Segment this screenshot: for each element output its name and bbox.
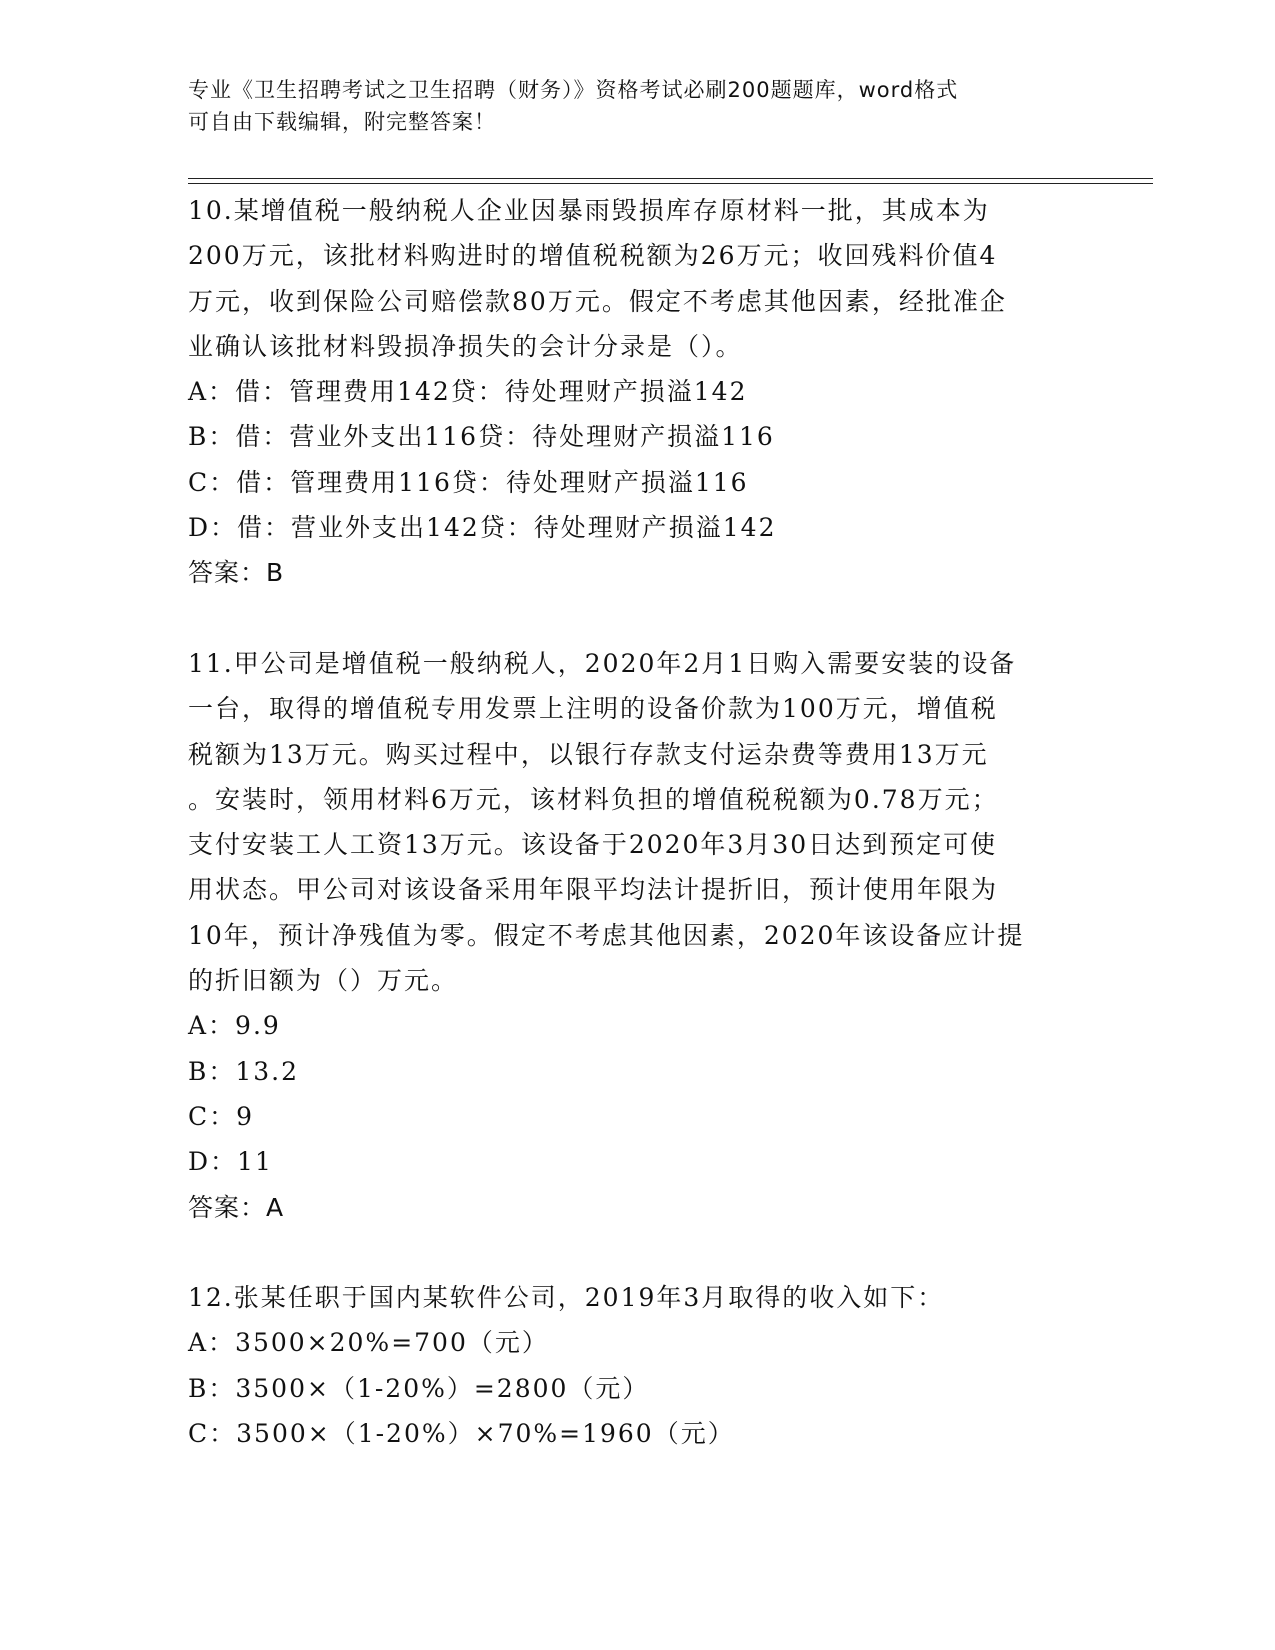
question-line: 用状态。甲公司对该设备采用年限平均法计提折旧，预计使用年限为	[188, 875, 999, 905]
option-c: C：3500×（1-20%）×70%=1960（元）	[188, 1419, 735, 1449]
option-a: A：9.9	[188, 1011, 281, 1041]
option-b: B：13.2	[188, 1056, 300, 1086]
option-c: C：借：管理费用116贷：待处理财产损溢116	[188, 467, 749, 497]
question-line: 业确认该批材料毁损净损失的会计分录是（）。	[188, 331, 743, 361]
question-line: 万元，收到保险公司赔偿款80万元。假定不考虑其他因素，经批准企	[188, 286, 1007, 316]
question-text	[188, 188, 1088, 369]
question-12	[188, 1275, 1088, 1456]
question-text	[188, 641, 1088, 1003]
option-b: B：3500×（1-20%）=2800（元）	[188, 1373, 650, 1403]
header-divider-bottom	[188, 183, 1153, 184]
header-line-2: 可自由下载编辑，附完整答案！	[188, 110, 496, 134]
question-line: 税额为13万元。购买过程中，以银行存款支付运杂费等费用13万元	[188, 739, 989, 769]
spacer	[188, 1230, 1088, 1275]
question-line: 一台，取得的增值税专用发票上注明的设备价款为100万元，增值税	[188, 694, 998, 724]
question-line: 12.张某任职于国内某软件公司，2019年3月取得的收入如下：	[188, 1283, 945, 1313]
option-d: D：借：营业外支出142贷：待处理财产损溢142	[188, 513, 777, 543]
option-a: A：3500×20%=700（元）	[188, 1328, 549, 1358]
spacer	[188, 596, 1088, 641]
option-b: B：借：营业外支出116贷：待处理财产损溢116	[188, 422, 775, 452]
question-11	[188, 641, 1088, 1230]
question-list	[188, 188, 1088, 1456]
answer: 答案：A	[188, 1192, 285, 1222]
question-line: 11.甲公司是增值税一般纳税人，2020年2月1日购入需要安装的设备	[188, 648, 1017, 678]
answer: 答案：B	[188, 558, 285, 588]
question-line: 200万元，该批材料购进时的增值税税额为26万元；收回残料价值4	[188, 241, 998, 271]
question-line: 10.某增值税一般纳税人企业因暴雨毁损库存原材料一批，其成本为	[188, 196, 990, 225]
option-d: D：11	[188, 1147, 273, 1177]
question-line: 。安装时，领用材料6万元，该材料负担的增值税税额为0.78万元；	[188, 784, 999, 814]
option-c: C：9	[188, 1101, 255, 1131]
header-divider-top	[188, 178, 1153, 179]
question-line: 支付安装工人工资13万元。该设备于2020年3月30日达到预定可使	[188, 830, 998, 860]
question-text	[188, 1275, 1088, 1320]
option-a: A：借：管理费用142贷：待处理财产损溢142	[188, 377, 748, 407]
question-10	[188, 188, 1088, 596]
question-line: 的折旧额为（）万元。	[188, 966, 459, 996]
document-header	[188, 74, 1068, 138]
header-line-1: 专业《卫生招聘考试之卫生招聘（财务）》资格考试必刷200题题库，word格式	[188, 78, 959, 102]
question-line: 10年，预计净残值为零。假定不考虑其他因素，2020年该设备应计提	[188, 920, 1025, 950]
